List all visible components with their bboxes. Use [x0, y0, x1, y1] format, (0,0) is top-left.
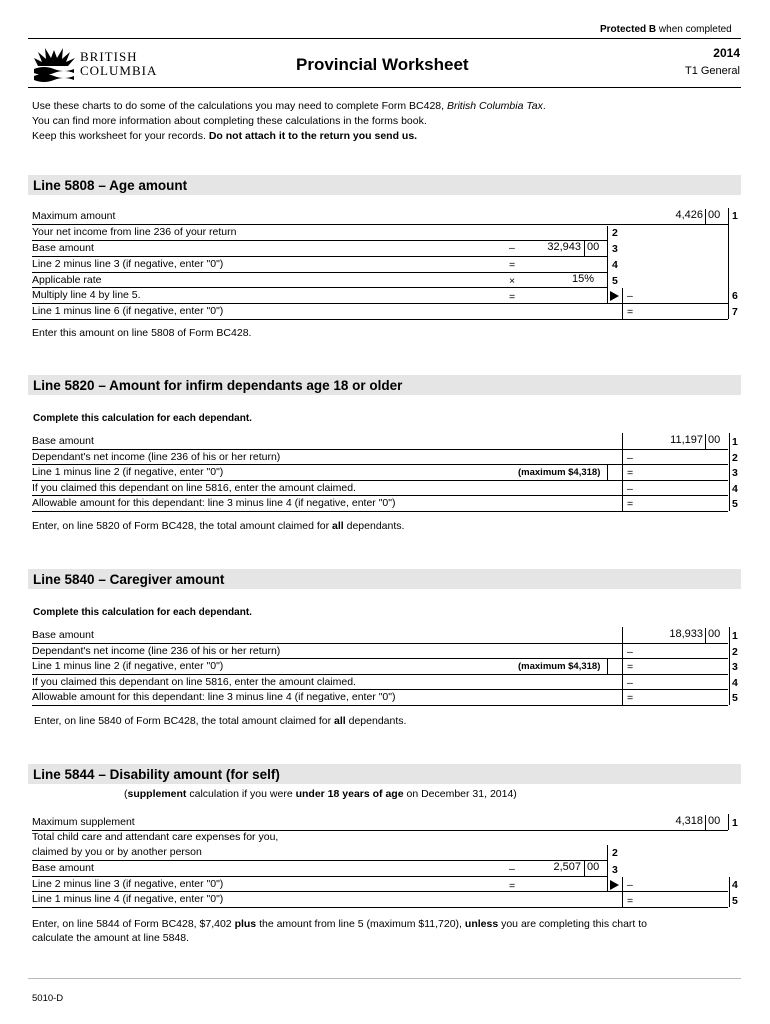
s5840-num-4: 4: [732, 677, 738, 689]
section-5820-title: Line 5820 – Amount for infirm dependants age 18 or older: [33, 378, 403, 393]
s5844-max-amount: 4,318: [675, 815, 703, 827]
s5840-subnote: Complete this calculation for each dependant.: [33, 607, 252, 618]
s5808-row-2: Your net income from line 236 of your return: [32, 226, 237, 238]
s5808-num-4: 4: [612, 259, 618, 271]
s5840-base-amount: 18,933: [669, 628, 703, 640]
s5840-row-3: Line 1 minus line 2 (if negative, enter "0"): [32, 660, 224, 672]
s5820-row-4: If you claimed this dependant on line 5816, enter the amount claimed.: [32, 482, 356, 494]
s5844-row-2b: claimed by you or by another person: [32, 846, 202, 858]
s5808-base-amount: 32,943: [547, 241, 581, 253]
s5808-max-amount: 4,426: [675, 209, 703, 221]
arrow-icon: [610, 291, 619, 301]
s5840-op-5: =: [627, 692, 634, 704]
s5840-num-5: 5: [732, 692, 738, 704]
s5808-rate: 15%: [571, 273, 594, 285]
s5820-subnote: Complete this calculation for each dependant.: [33, 413, 252, 424]
s5808-num-3: 3: [612, 243, 618, 255]
form-type: T1 General: [684, 65, 740, 77]
s5820-base-cents: 00: [705, 434, 720, 449]
s5844-subnote: (supplement calculation if you were under 18 years of age on December 31, 2014): [124, 788, 517, 800]
sun-crest-icon: [30, 44, 78, 84]
s5808-outer-col: [622, 208, 729, 319]
s5820-max-note: (maximum $4,318): [518, 467, 601, 478]
s5808-op-7: =: [627, 306, 634, 318]
s5840-op-3: =: [627, 661, 634, 673]
section-5840-title: Line 5840 – Caregiver amount: [33, 572, 225, 587]
s5808-row-6: Multiply line 4 by line 5.: [32, 289, 141, 301]
s5808-base-cents: 00: [584, 241, 599, 256]
s5820-num-2: 2: [732, 452, 738, 464]
s5840-num-3: 3: [732, 661, 738, 673]
s5808-row-7: Line 1 minus line 6 (if negative, enter "0"): [32, 305, 224, 317]
s5844-row-3: Base amount: [32, 862, 94, 874]
s5820-row-3: Line 1 minus line 2 (if negative, enter "0"): [32, 466, 224, 478]
s5844-base-amount: 2,507: [553, 861, 581, 873]
arrow-icon: [610, 880, 619, 890]
protected-label: Protected B when completed: [600, 24, 732, 35]
s5808-op-3: –: [509, 242, 515, 254]
s5840-base-cents: 00: [705, 628, 720, 643]
tax-year: 2014: [713, 46, 740, 60]
s5844-outer-col: [622, 877, 730, 907]
s5820-op-2: –: [627, 452, 633, 464]
s5840-num-1: 1: [732, 630, 738, 642]
s5808-op-5: ×: [509, 275, 516, 287]
s5808-num-6: 6: [732, 290, 738, 302]
s5820-row-2: Dependant's net income (line 236 of his or her return): [32, 451, 281, 463]
s5844-num-5: 5: [732, 895, 738, 907]
s5844-row-2a: Total child care and attendant care expenses for you,: [32, 831, 279, 843]
s5844-row-4: Line 2 minus line 3 (if negative, enter "0"): [32, 878, 224, 890]
s5844-op-4b: –: [627, 879, 633, 891]
s5840-op-4: –: [627, 677, 633, 689]
s5808-op-4: =: [509, 259, 516, 271]
s5844-op-5: =: [627, 895, 634, 907]
s5840-row-5: Allowable amount for this dependant: line 3 minus line 4 (if negative, enter "0"): [32, 691, 396, 703]
s5820-num-5: 5: [732, 498, 738, 510]
section-5844-title: Line 5844 – Disability amount (for self): [33, 767, 280, 782]
s5844-row-5: Line 1 minus line 4 (if negative, enter "0"): [32, 893, 224, 905]
s5808-op-6b: –: [627, 290, 633, 302]
page-title: Provincial Worksheet: [296, 55, 469, 74]
s5808-enter-note: Enter this amount on line 5808 of Form BC428.: [32, 327, 252, 339]
footer-rule: [28, 978, 741, 979]
s5808-num-2: 2: [612, 227, 618, 239]
s5808-row-3: Base amount: [32, 242, 94, 254]
bc-logo-text: BRITISH COLUMBIA: [80, 49, 158, 78]
s5820-num-4: 4: [732, 483, 738, 495]
s5820-num-1: 1: [732, 436, 738, 448]
s5820-base-amount: 11,197: [670, 434, 703, 446]
s5844-num-2: 2: [612, 847, 618, 859]
s5808-rule-7: [32, 319, 728, 320]
form-code: 5010-D: [32, 993, 64, 1004]
header-top-rule: [28, 38, 741, 39]
s5808-max-cents: 00: [705, 209, 720, 224]
s5820-row-1: Base amount: [32, 435, 94, 447]
s5844-num-3: 3: [612, 864, 618, 876]
s5840-enter-note: Enter, on line 5840 of Form BC428, the total amount claimed for all dependants.: [34, 715, 407, 727]
s5840-row-4: If you claimed this dependant on line 5816, enter the amount claimed.: [32, 676, 356, 688]
s5840-num-2: 2: [732, 646, 738, 658]
s5844-base-cents: 00: [584, 861, 599, 876]
s5808-row-1: Maximum amount: [32, 210, 116, 222]
s5808-row-4: Line 2 minus line 3 (if negative, enter "0"): [32, 258, 224, 270]
s5820-enter-note: Enter, on line 5820 of Form BC428, the total amount claimed for all dependants.: [32, 520, 405, 532]
s5808-row-5: Applicable rate: [32, 274, 102, 286]
s5820-op-5: =: [627, 498, 634, 510]
s5808-inner-col: [503, 226, 608, 303]
s5840-max-note: (maximum $4,318): [518, 661, 601, 672]
s5844-op-3: –: [509, 863, 515, 875]
s5844-op-4: =: [509, 880, 516, 892]
s5840-op-2: –: [627, 646, 633, 658]
s5844-num-4: 4: [732, 879, 738, 891]
s5844-max-cents: 00: [705, 815, 720, 830]
s5840-row-2: Dependant's net income (line 236 of his or her return): [32, 645, 281, 657]
s5808-num-5: 5: [612, 275, 618, 287]
s5820-op-3: =: [627, 467, 634, 479]
s5820-num-3: 3: [732, 467, 738, 479]
s5820-op-4: –: [627, 483, 633, 495]
s5840-row-1: Base amount: [32, 629, 94, 641]
s5844-enter-note: Enter, on line 5844 of Form BC428, $7,402 plus the amount from line 5 (maximum $11,720), unless you are completing this chart to calculate the amount at line 5848.: [32, 918, 648, 944]
s5820-row-5: Allowable amount for this dependant: line 3 minus line 4 (if negative, enter "0"): [32, 497, 396, 509]
section-5808-title: Line 5808 – Age amount: [33, 178, 188, 193]
s5808-num-7: 7: [732, 306, 738, 318]
s5808-num-1: 1: [732, 210, 738, 222]
s5808-op-6: =: [509, 291, 516, 303]
intro-text: Use these charts to do some of the calculations you may need to complete Form BC428, British Columbia Tax. You can find more information about completing these calculations in the forms book. Keep this worksheet for your records. Do not attach it to the return you send us.: [32, 100, 546, 142]
header-bottom-rule: [28, 87, 741, 88]
s5844-row-1: Maximum supplement: [32, 816, 135, 828]
s5844-num-1: 1: [732, 817, 738, 829]
